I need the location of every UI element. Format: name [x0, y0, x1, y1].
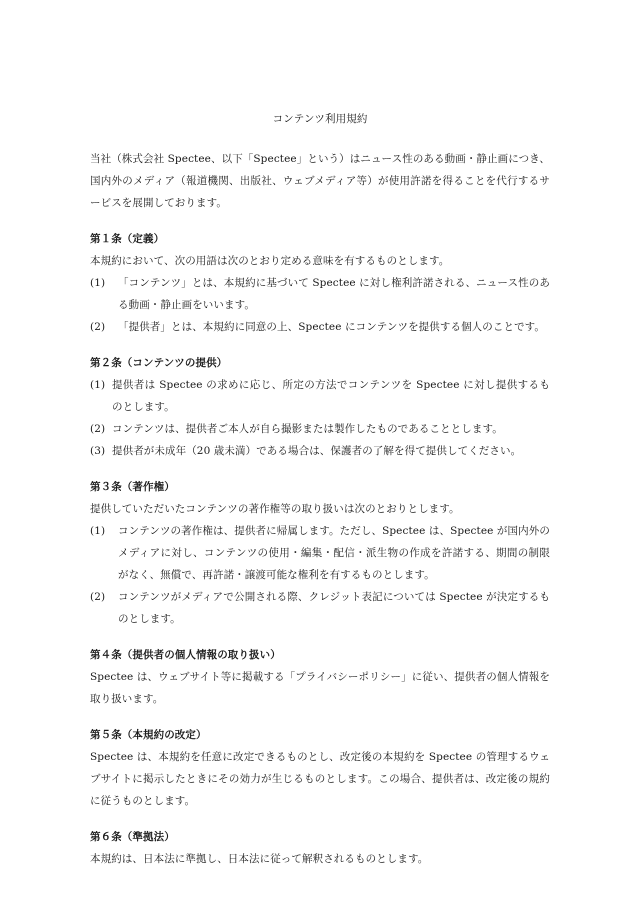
article-body: 本規約において、次の用語は次のとおり定める意味を有するものとします。 [90, 255, 450, 267]
list-item [90, 418, 550, 440]
item-number: (1) [90, 525, 106, 537]
article-heading: 第４条（提供者の個人情報の取り扱い） [90, 649, 281, 661]
item-number: (2) [90, 591, 106, 603]
article-body: Spectee は、ウェブサイト等に掲載する「プライバシーポリシー」に従い、提供者の個人情報を取り扱います。 [90, 671, 550, 705]
article-heading: 第３条（著作権） [90, 481, 175, 493]
list-item [90, 272, 550, 316]
item-number: (3) [90, 445, 106, 457]
article-item-list [90, 272, 550, 338]
item-number: (2) [90, 423, 106, 435]
list-item [90, 586, 550, 630]
article-heading: 第２条（コンテンツの提供） [90, 357, 228, 369]
article-heading: 第１条（定義） [90, 233, 165, 245]
article-heading: 第６条（準拠法） [90, 831, 175, 843]
item-number: (1) [90, 277, 106, 289]
item-text: 提供者が未成年（20 歳未満）である場合は、保護者の了解を得て提供してください。 [112, 445, 522, 457]
article-3 [90, 476, 550, 630]
list-item [90, 374, 550, 418]
item-text: コンテンツの著作権は、提供者に帰属します。ただし、Spectee は、Spectee が国内外のメディアに対し、コンテンツの使用・編集・配信・派生物の作成を許諾する、期間の制限がなく、無償で、再許諾・譲渡可能な権利を有するものとします。 [118, 525, 550, 581]
article-body: Spectee は、本規約を任意に改定できるものとし、改定後の本規約を Spectee の管理するウェブサイトに掲示したときにその効力が生じるものとします。この場合、提供者は、改定後の規約に従うものとします。 [90, 751, 550, 807]
article-2 [90, 352, 550, 462]
article-item-list [90, 520, 550, 630]
article-5 [90, 724, 550, 812]
article-4 [90, 644, 550, 710]
list-item [90, 520, 550, 586]
item-number: (1) [90, 379, 106, 391]
list-item [90, 440, 550, 462]
article-body: 本規約は、日本法に準拠し、日本法に従って解釈されるものとします。 [90, 853, 429, 865]
item-text: 「コンテンツ」とは、本規約に基づいて Spectee に対し権利許諾される、ニュース性のある動画・静止画をいいます。 [118, 277, 550, 311]
article-item-list [90, 374, 550, 462]
list-item [90, 316, 550, 338]
item-text: 「提供者」とは、本規約に同意の上、Spectee にコンテンツを提供する個人のことです。 [118, 321, 546, 333]
article-6 [90, 826, 550, 870]
article-heading: 第５条（本規約の改定） [90, 729, 207, 741]
item-text: 提供者は Spectee の求めに応じ、所定の方法でコンテンツを Spectee に対し提供するものとします。 [112, 379, 550, 413]
article-body: 提供していただいたコンテンツの著作権等の取り扱いは次のとおりとします。 [90, 503, 460, 515]
item-text: コンテンツは、提供者ご本人が自ら撮影または製作したものであることとします。 [112, 423, 503, 435]
article-1 [90, 228, 550, 338]
item-text: コンテンツがメディアで公開される際、クレジット表記については Spectee が決定するものとします。 [118, 591, 550, 625]
articles-container [90, 228, 550, 870]
intro-paragraph: 当社（株式会社 Spectee、以下「Spectee」という）はニュース性のある動画・静止画につき、国内外のメディア（報道機関、出版社、ウェブメディア等）が使用許諾を得ることを代行するサービスを展開しております。 [90, 153, 550, 209]
item-number: (2) [90, 321, 106, 333]
document-title: コンテンツ利用規約 [272, 113, 368, 125]
